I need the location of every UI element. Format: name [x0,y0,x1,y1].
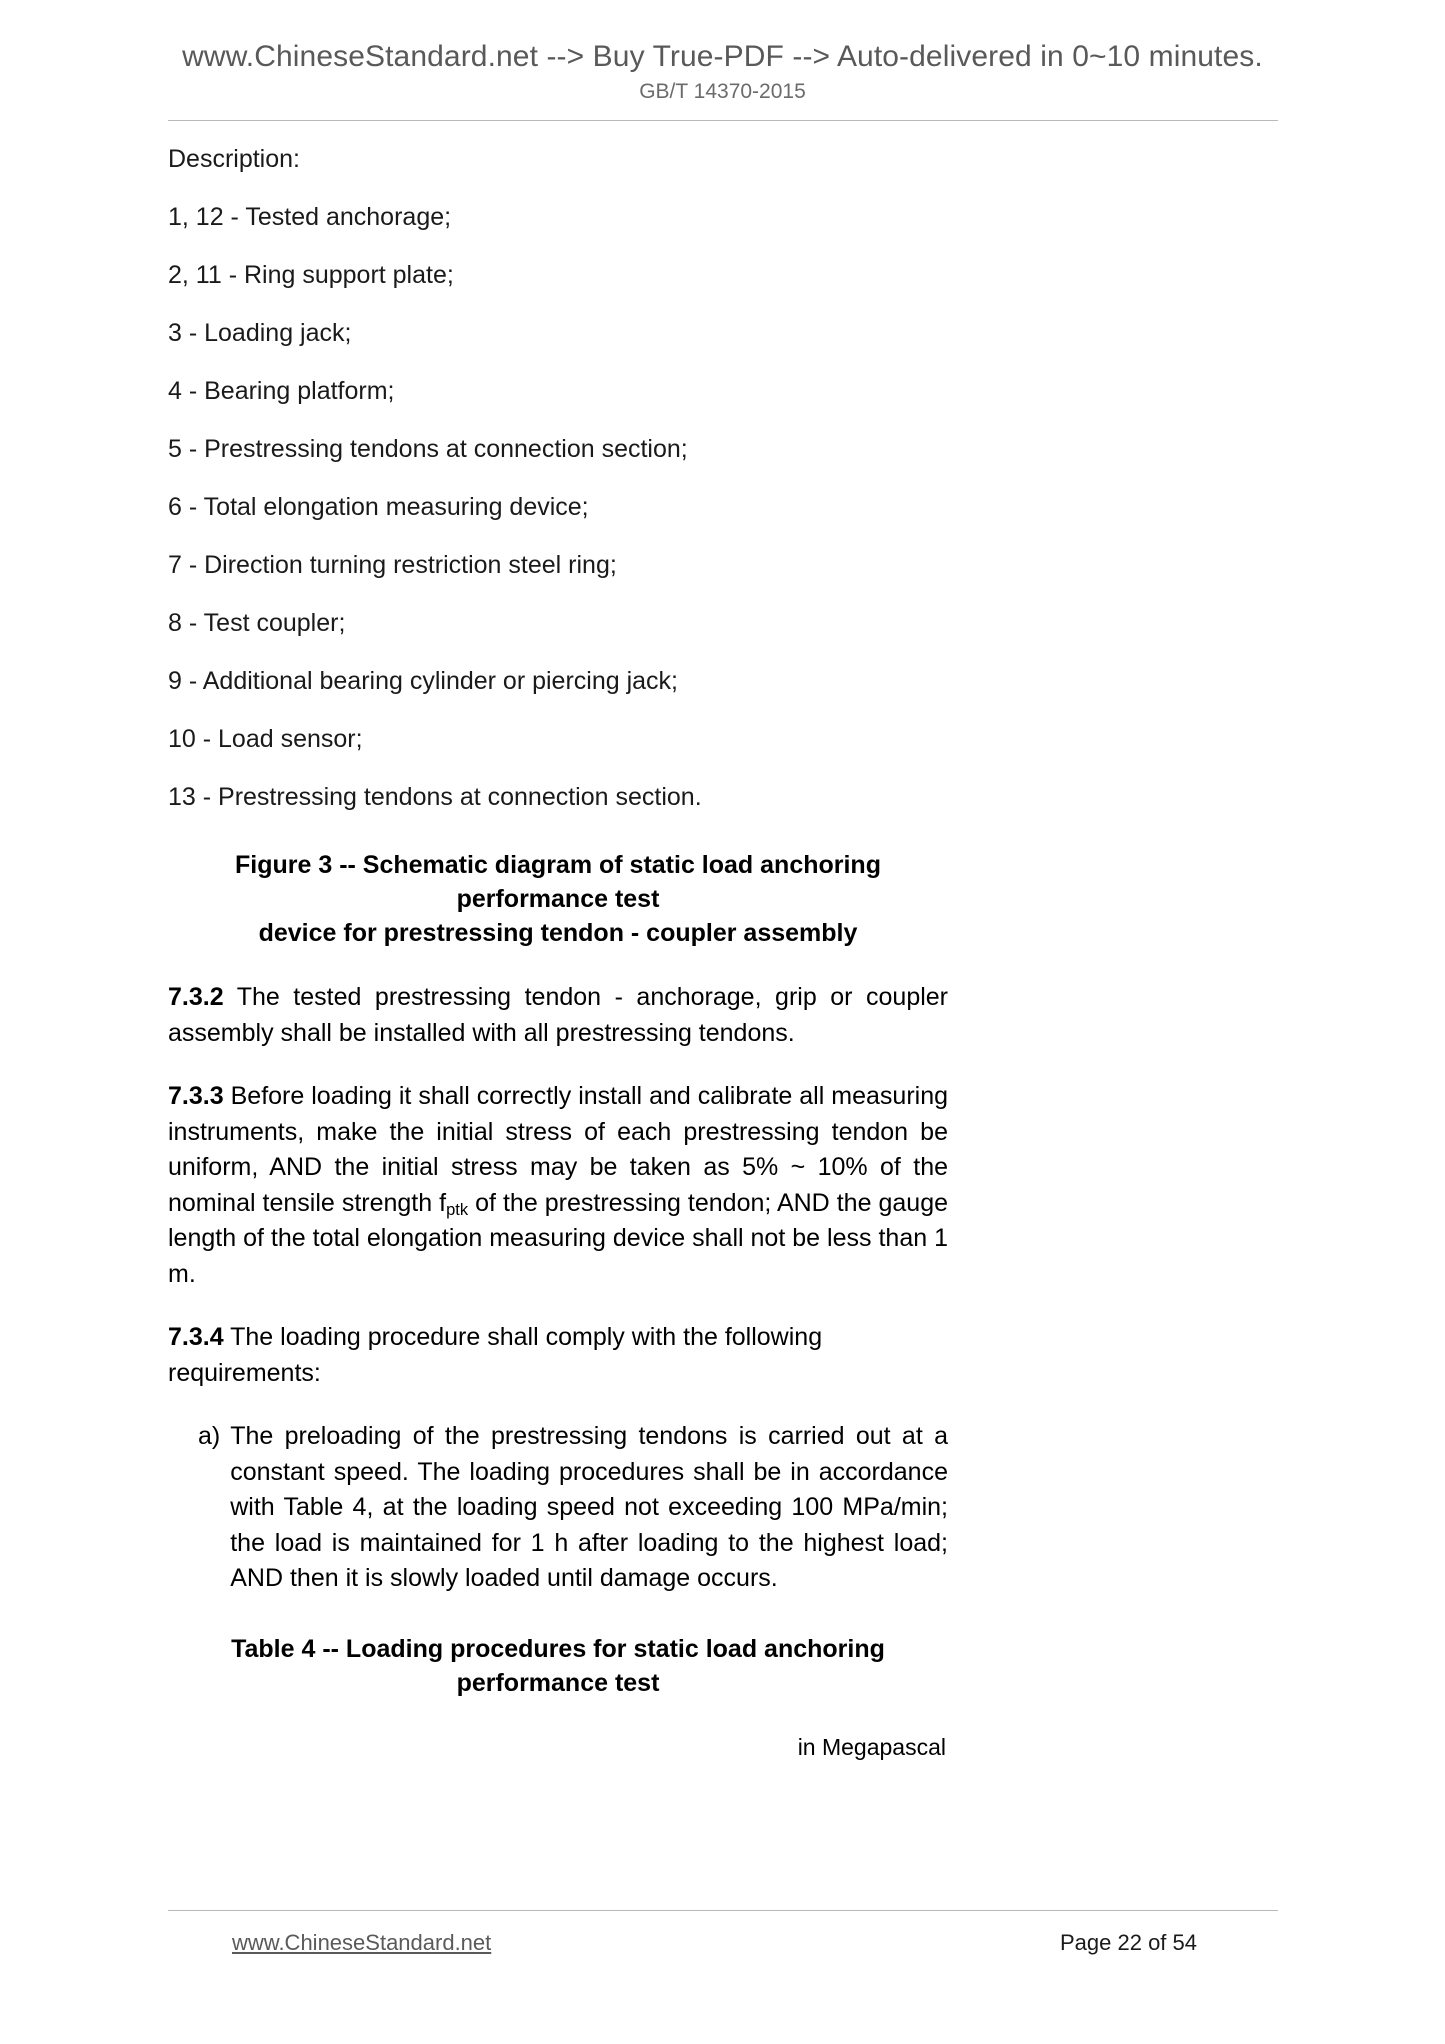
description-item-10: 10 - Load sensor; [168,725,363,753]
description-item-3: 3 - Loading jack; [168,319,352,347]
list-item-marker-a: a) [198,1422,221,1451]
description-item-6: 6 - Total elongation measuring device; [168,493,589,521]
description-title: Description: [168,145,300,173]
clause-7-3-2-text: The tested prestressing tendon - anchorage, grip or coupler assembly shall be installed with all prestressing tendons. [168,983,949,1047]
fptk-subscript: ptk [446,1201,469,1220]
description-item-2: 2, 11 - Ring support plate; [168,261,454,289]
description-item-5: 5 - Prestressing tendons at connection section; [168,435,688,463]
standard-code: GB/T 14370-2015 [639,80,806,103]
description-item-4: 4 - Bearing platform; [168,377,395,405]
table-unit-note: in Megapascal [797,1734,946,1761]
clause-7-3-2-number: 7.3.2 [168,983,224,1012]
clause-7-3-4 [168,1320,948,1391]
clause-7-3-4-text: The loading procedure shall comply with the following requirements: [168,1323,823,1387]
clause-7-3-2 [168,980,948,1051]
header-divider [168,120,1278,121]
clause-7-3-4-number: 7.3.4 [168,1323,224,1352]
figure-caption-line-1: Figure 3 -- Schematic diagram of static load anchoring performance test [235,851,881,913]
clause-7-3-3-text-part-1: Before loading it shall correctly install and calibrate all measuring instruments, make the initial stress of each prestressing tendon be uniform, AND the initial stress may be taken as 5% ~ 10% of the nominal tensile strength f [168,1082,949,1217]
description-item-9: 9 - Additional bearing cylinder or piercing jack; [168,667,678,695]
figure-3-caption [168,849,948,950]
clause-7-3-3-text-part-2: of the prestressing tendon; AND the gauge length of the total elongation measuring device shall not be less than 1 m. [168,1188,948,1288]
description-item-1: 1, 12 - Tested anchorage; [168,203,452,231]
watermark-header: www.ChineseStandard.net --> Buy True-PDF --> Auto-delivered in 0~10 minutes. [182,40,1263,73]
clause-7-3-3-number: 7.3.3 [168,1082,224,1111]
description-item-8: 8 - Test coupler; [168,609,346,637]
list-item [168,1419,948,1597]
footer-divider [168,1910,1278,1911]
description-item-13: 13 - Prestressing tendons at connection section. [168,783,702,811]
list-item-text-a: The preloading of the prestressing tendons is carried out at a constant speed. The loading procedures shall be in accordance with Table 4, at the loading speed not exceeding 100 MPa/min; the load is maintained for 1 h after loading to the highest load; AND then it is slowly loaded until damage occurs. [230,1422,948,1593]
table-4-caption: Table 4 -- Loading procedures for static load anchoring performance test [231,1634,885,1697]
footer-site-link[interactable]: www.ChineseStandard.net [232,1930,492,1955]
description-item-7: 7 - Direction turning restriction steel ring; [168,551,617,579]
page-content [168,143,948,1761]
clause-7-3-3 [168,1079,948,1292]
footer-page-number: Page 22 of 54 [1060,1930,1198,1955]
figure-caption-line-2: device for prestressing tendon - coupler assembly [258,918,858,947]
